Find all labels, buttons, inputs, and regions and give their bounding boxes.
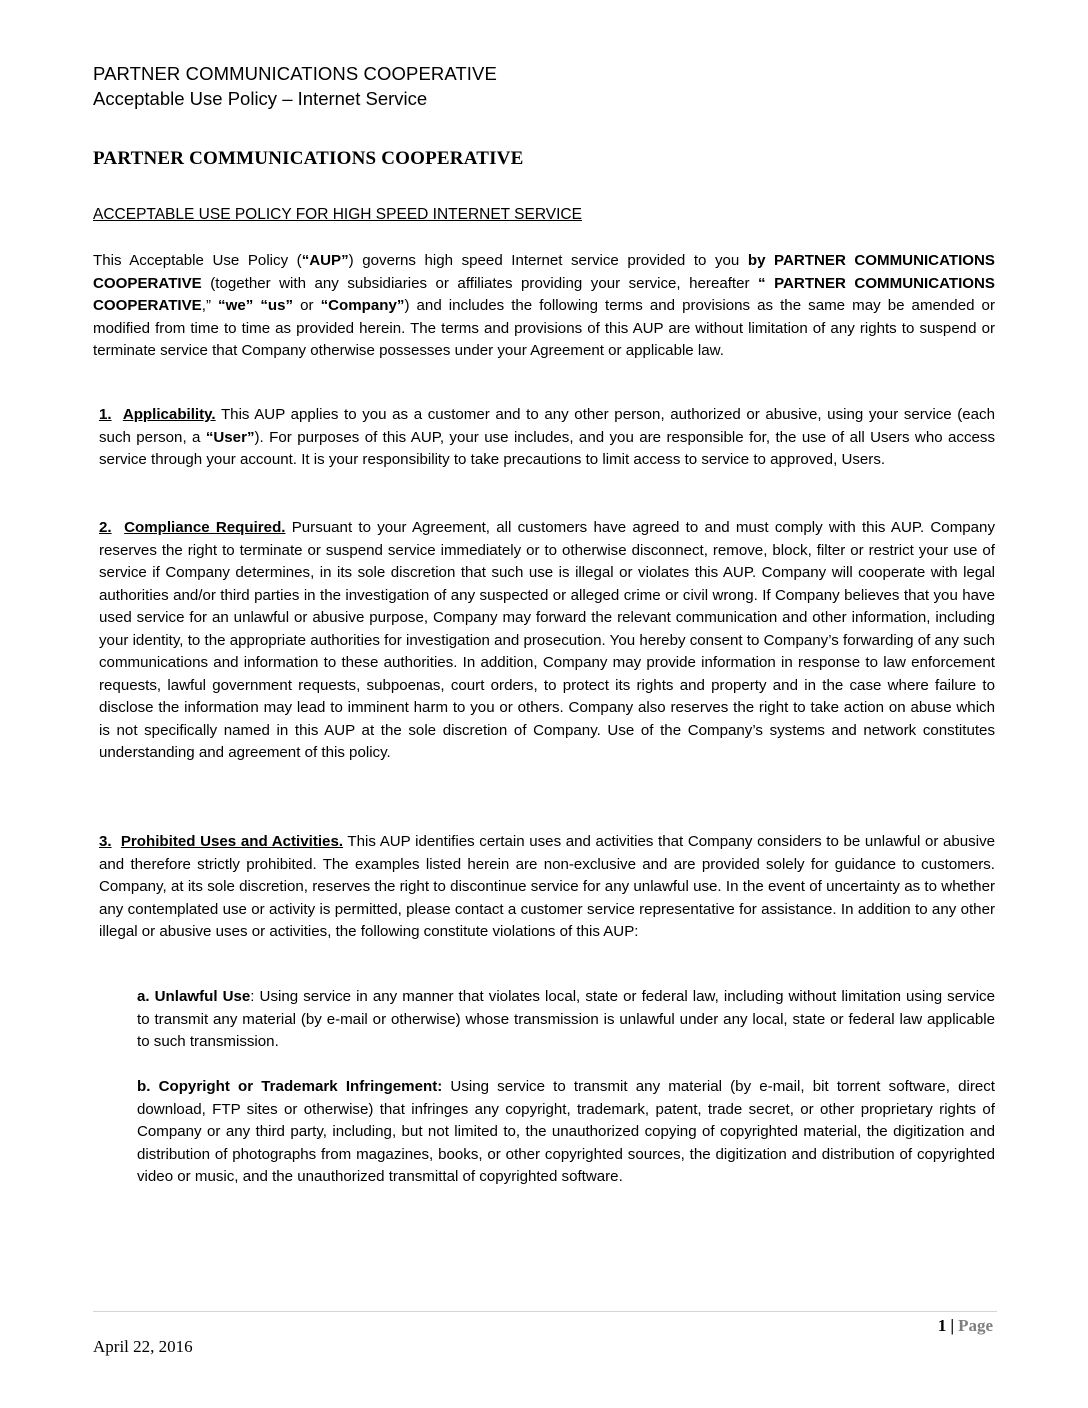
subsection-heading: a. Unlawful Use [137,988,251,1005]
section-heading: Applicability. [122,406,216,423]
footer-divider [93,1311,997,1312]
subsection-unlawful-use: a. Unlawful Use: Using service in any manner that violates local, state or federal law, including without limitation using service to transmit any material (by e-mail or otherwise) whose transmission is unlawful under any local, state or federal law applicable to such transmission. [137,988,995,1050]
section-number: 3. [99,833,112,850]
footer-date: April 22, 2016 [93,1337,193,1356]
subsection-copyright-infringement: b. Copyright or Trademark Infringement: Using service to transmit any material (by e-mail, bit torrent software, direct download, FTP sites or otherwise) that infringes any copyright, trademark, patent, trade secret, or other proprietary rights of Company or any third party, including, but not limited to, the unauthorized copying of copyrighted material, the digitization and distribution of photographs from magazines, books, or other copyrighted sources, the digitization and distribution of copyrighted video or music, and the unauthorized transmittal of copyrighted software. [137,1078,995,1185]
section-compliance-required: 2. Compliance Required. Pursuant to your Agreement, all customers have agreed to and must comply with this AUP. Company reserves the right to terminate or suspend service immediately or to otherwise disconnect, remove, block, filter or restrict your use of service if Company determines, in its sole discretion that such use is illegal or violates this AUP. Company will cooperate with legal authorities and/or third parties in the investigation of any suspected or alleged crime or civil wrong. If Company believes that you have used service for an unlawful or abusive purpose, Company may forward the relevant communication and other information, including your identity, to the appropriate authorities for investigation and prosecution. You hereby consent to Company’s forwarding of any such communications and information to these authorities. In addition, Company may provide information in response to law enforcement requests, lawful government requests, subpoenas, court orders, to protect its rights and property and in the case where failure to disclose the information may lead to imminent harm to you or others. Company also reserves the right to take action on abuse which is not specifically named in this AUP at the sole discretion of Company. Use of the Company’s systems and network constitutes understanding and agreement of this policy. [99,519,995,761]
document-title: PARTNER COMMUNICATIONS COOPERATIVE [93,148,524,169]
section-heading: Compliance Required. [124,519,286,536]
section-number: 2. [99,519,112,536]
subsection-heading: b. Copyright or Trademark Infringement: [137,1078,443,1095]
section-prohibited-uses: 3. Prohibited Uses and Activities. This AUP identifies certain uses and activities that Company considers to be unlawful or abusive and therefore strictly prohibited. The examples listed herein are non-exclusive and are provided solely for guidance to customers. Company, at its sole discretion, reserves the right to discontinue service for any unlawful use. In the event of uncertainty as to whether any contemplated use or activity is permitted, please contact a customer service representative for assistance. In addition to any other illegal or abusive uses or activities, the following constitute violations of this AUP: [99,833,996,940]
document-subtitle: ACCEPTABLE USE POLICY FOR HIGH SPEED INTERNET SERVICE [93,206,582,223]
section-applicability: 1. Applicability. This AUP applies to you as a customer and to any other person, authorized or abusive, using your service (each such person, a “User”). For purposes of this AUP, your use includes, and you are responsible for, the use of all Users who access service through your account. It is your responsibility to take precautions to limit access to service to approved, Users. [99,406,996,468]
section-number: 1. [99,406,112,423]
section-heading: Prohibited Uses and Activities. [120,833,344,850]
intro-paragraph: This Acceptable Use Policy (“AUP”) governs high speed Internet service provided to you by PARTNER COMMUNICATIONS COOPERATIVE (together with any subsidiaries or affiliates providing your service, hereafter “ PARTNER COMMUNICATIONS COOPERATIVE,” “we” “us” or “Company”) and includes the following terms and provisions as the same may be amended or modified from time to time as provided herein. The terms and provisions of this AUP are without limitation of any rights to suspend or terminate service that Company otherwise possesses under your Agreement or applicable law. [93,252,996,359]
running-header-doc: Acceptable Use Policy – Internet Service [93,88,428,109]
running-header-org: PARTNER COMMUNICATIONS COOPERATIVE [93,63,497,84]
page-number: 1 | Page [937,1316,993,1335]
